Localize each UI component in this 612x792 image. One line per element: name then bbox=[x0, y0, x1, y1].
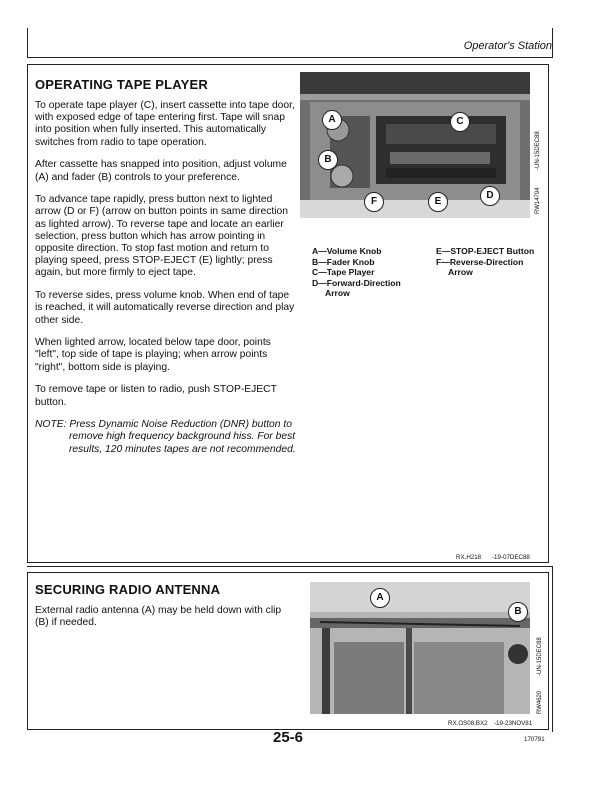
footer-date: -19-07DEC88 bbox=[492, 554, 530, 561]
section1-bottom-rule bbox=[27, 566, 553, 567]
running-header: Operator's Station bbox=[463, 40, 552, 52]
callout-c: C bbox=[450, 112, 470, 132]
tape-player-photo bbox=[300, 72, 530, 218]
antenna-footer-date: -19-23NOV81 bbox=[494, 720, 533, 727]
callout-d: D bbox=[480, 186, 500, 206]
footer-code: RX,H218 bbox=[456, 554, 482, 561]
note-text-3: results, 120 minutes tapes are not recommended. bbox=[69, 443, 296, 455]
paragraph: When lighted arrow, located below tape door, points "left", top side of tape is playing; when arrow points "right", bottom side is playing. bbox=[35, 337, 271, 373]
legend-item: E—STOP-EJECT Button bbox=[436, 246, 535, 256]
top-right-rule bbox=[552, 28, 553, 58]
paragraph: To advance tape rapidly, press button next to lighted arrow (D or F) (arrow on button points in same direction as lighted arrow). To reverse tape and locate an earlier selection, press button which has arrow pointing in opposite direction. To stop fast motion and return to playing speed, press STOP-EJECT (E) lightly; press again, but more firmly to eject tape. bbox=[35, 194, 288, 279]
legend-item: Arrow bbox=[325, 288, 350, 298]
antenna-footer-code: RX,OS08,BX2 bbox=[448, 720, 488, 727]
callout-a: A bbox=[322, 110, 342, 130]
paragraph: To remove tape or listen to radio, push STOP-EJECT button. bbox=[35, 384, 277, 408]
antenna-illustration bbox=[310, 582, 530, 714]
section2-title: SECURING RADIO ANTENNA bbox=[35, 582, 221, 597]
section2-paragraph: External radio antenna (A) may be held down with clip (B) if needed. bbox=[35, 605, 282, 629]
section1-body bbox=[35, 100, 297, 456]
legend-item: C—Tape Player bbox=[312, 267, 375, 277]
callout-b: B bbox=[318, 150, 338, 170]
callout-e: E bbox=[428, 192, 448, 212]
legend-right bbox=[436, 246, 534, 278]
page-code: 170791 bbox=[524, 736, 545, 743]
paragraph: To operate tape player (C), insert cassette into tape door, with exposed edge of tape entering first. Tape will snap into position when fully inserted. This automatically switches from radio to tape operation. bbox=[35, 100, 295, 148]
note-text-1: Press Dynamic Noise Reduction (DNR) button to bbox=[69, 419, 292, 431]
legend-left bbox=[312, 246, 401, 299]
legend-item: A—Volume Knob bbox=[312, 246, 382, 256]
photo-code-2: RW14794 bbox=[535, 187, 541, 214]
section2-right-rule bbox=[552, 566, 553, 732]
antenna-photo bbox=[310, 582, 530, 714]
legend-item: Arrow bbox=[448, 267, 473, 277]
legend-item: F—Reverse-Direction bbox=[436, 256, 524, 267]
legend-item: D—Forward-Direction bbox=[312, 277, 401, 288]
note bbox=[35, 419, 297, 456]
callout-f: F bbox=[364, 192, 384, 212]
paragraph: After cassette has snapped into position, adjust volume (A) and fader (B) controls to your preference. bbox=[35, 159, 287, 183]
legend-item: B—Fader Knob bbox=[312, 256, 375, 267]
note-label: NOTE: bbox=[35, 419, 67, 431]
antenna-photo-code-2: RW4620 bbox=[537, 690, 543, 714]
header-rule bbox=[27, 57, 553, 58]
note-text-2: remove high frequency background hiss. For best bbox=[69, 431, 296, 443]
antenna-callout-a: A bbox=[370, 588, 390, 608]
section1-title: OPERATING TAPE PLAYER bbox=[35, 77, 208, 92]
page-number: 25-6 bbox=[273, 729, 304, 746]
paragraph: To reverse sides, press volume knob. When end of tape is reached, it will automatically reverse direction and play other side. bbox=[35, 290, 295, 326]
antenna-callout-b: B bbox=[508, 602, 528, 622]
antenna-photo-code-1: -UN-15DEC88 bbox=[537, 637, 543, 676]
photo-code-1: -UN-15DEC88 bbox=[535, 131, 541, 170]
